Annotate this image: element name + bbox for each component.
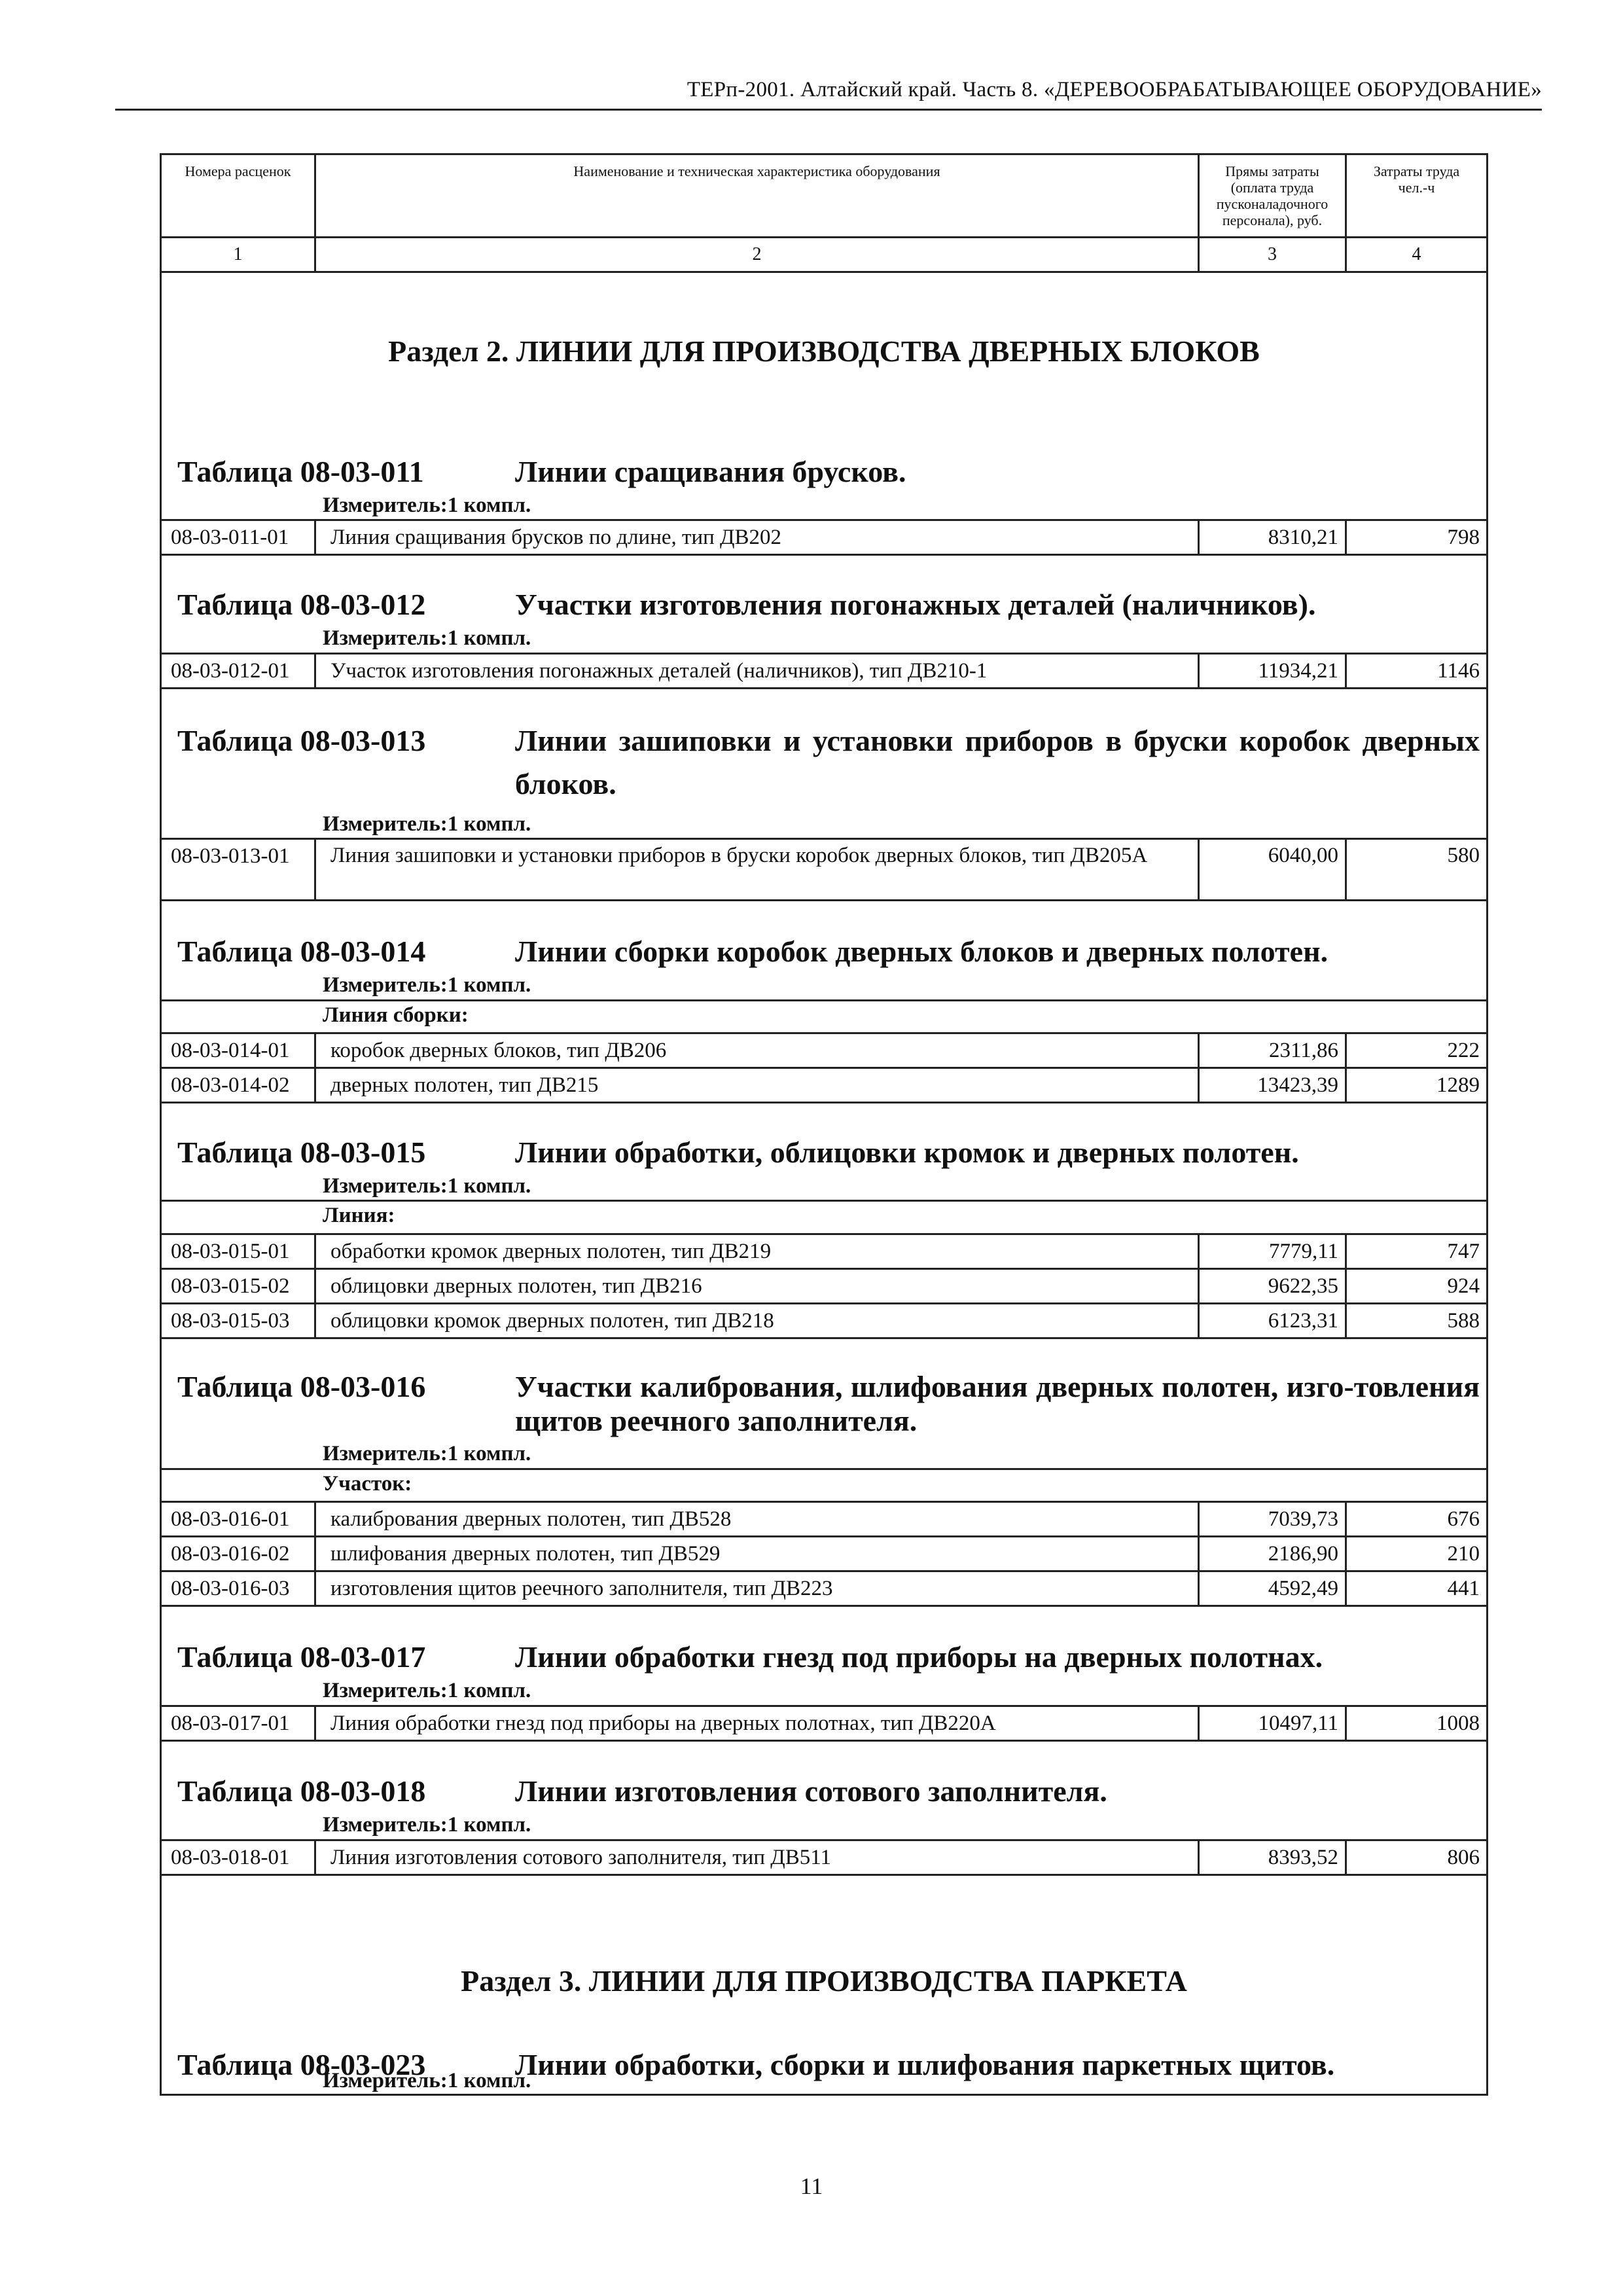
unit-of-measure: Измеритель:1 компл.: [323, 626, 531, 650]
unit-of-measure: Измеритель:1 компл.: [323, 2069, 531, 2092]
table-row: [162, 1268, 1486, 1302]
column-number: 3: [1200, 238, 1347, 271]
column-header-direct-costs: Прямы затраты (оплата труда пусконаладочного персонала), руб.: [1200, 155, 1347, 236]
table-number: Таблица 08-03-018: [177, 1774, 426, 1808]
table-title: [177, 452, 1480, 492]
unit-of-measure: Измеритель:1 компл.: [323, 1813, 531, 1837]
rates-table: [160, 153, 1488, 2096]
table-row: [162, 519, 1486, 554]
table-row: [162, 1705, 1486, 1740]
direct-costs: 6123,31: [1200, 1304, 1347, 1337]
equipment-name: шлифования дверных полотен, тип ДВ529: [316, 1537, 1200, 1570]
table-number: Таблица 08-03-012: [177, 588, 426, 621]
table-title: [177, 1133, 1480, 1172]
divider: [162, 1874, 1486, 1876]
group-label: Линия:: [323, 1204, 395, 1227]
direct-costs: 2311,86: [1200, 1034, 1347, 1067]
equipment-name: дверных полотен, тип ДВ215: [316, 1069, 1200, 1102]
table-row: [162, 653, 1486, 687]
divider: [162, 1740, 1486, 1742]
equipment-name: калибрования дверных полотен, тип ДВ528: [316, 1503, 1200, 1535]
table-title: [177, 719, 1480, 806]
equipment-name: облицовки кромок дверных полотен, тип ДВ218: [316, 1304, 1200, 1337]
direct-costs: 4592,49: [1200, 1572, 1347, 1605]
divider: [162, 899, 1486, 901]
running-header: ТЕРп-2001. Алтайский край. Часть 8. «ДЕРЕВООБРАБАТЫВАЮЩЕЕ ОБОРУДОВАНИЕ»: [115, 73, 1542, 111]
table-row: [162, 838, 1486, 899]
table-number: Таблица 08-03-015: [177, 1136, 426, 1169]
table-number: Таблица 08-03-023: [177, 2048, 426, 2081]
equipment-name: облицовки дверных полотен, тип ДВ216: [316, 1270, 1200, 1302]
table-caption: Участки калибрования, шлифования дверных полотен, изго-товления щитов реечного заполнителя.: [515, 1370, 1480, 1437]
group-label: Линия сборки:: [323, 1003, 469, 1027]
divider: [162, 271, 1486, 273]
section-title: Раздел 2. ЛИНИИ ДЛЯ ПРОИЗВОДСТВА ДВЕРНЫХ БЛОКОВ: [388, 334, 1260, 368]
table-row: [162, 1067, 1486, 1102]
table-title: [177, 1638, 1480, 1677]
rate-code: 08-03-015-02: [162, 1270, 316, 1302]
labor-hours: 806: [1447, 1846, 1480, 1869]
rate-code: 08-03-017-01: [162, 1707, 316, 1740]
section-title: Раздел 3. ЛИНИИ ДЛЯ ПРОИЗВОДСТВА ПАРКЕТА: [461, 1964, 1187, 1998]
rate-code: 08-03-013-01: [162, 840, 316, 899]
direct-costs: 7779,11: [1200, 1235, 1347, 1268]
table-title: [177, 1370, 1480, 1438]
rate-code: 08-03-012-01: [162, 655, 316, 687]
direct-costs: 13423,39: [1200, 1069, 1347, 1102]
unit-of-measure: Измеритель:1 компл.: [323, 493, 531, 517]
rate-code: 08-03-016-03: [162, 1572, 316, 1605]
table-caption: Линии изготовления сотового заполнителя.: [515, 1774, 1107, 1808]
rate-code: 08-03-018-01: [162, 1841, 316, 1874]
rate-code: 08-03-016-02: [162, 1537, 316, 1570]
table-title: [177, 585, 1480, 624]
unit-of-measure: Измеритель:1 компл.: [323, 973, 531, 997]
direct-costs: 8310,21: [1200, 521, 1347, 554]
labor-hours: 676: [1447, 1507, 1480, 1531]
equipment-name: обработки кромок дверных полотен, тип ДВ219: [316, 1235, 1200, 1268]
equipment-name: изготовления щитов реечного заполнителя, тип ДВ223: [316, 1572, 1200, 1605]
rate-code: 08-03-011-01: [162, 521, 316, 554]
table-caption: Линии сращивания брусков.: [515, 455, 906, 488]
column-header-row: [162, 155, 1486, 236]
table-number: Таблица 08-03-014: [177, 935, 426, 968]
table-number: Таблица 08-03-011: [177, 455, 424, 488]
rate-code: 08-03-014-01: [162, 1034, 316, 1067]
labor-hours: 798: [1447, 526, 1480, 549]
table-row: [162, 1032, 1486, 1067]
equipment-name: Участок изготовления погонажных деталей (наличников), тип ДВ210-1: [316, 655, 1200, 687]
divider: [162, 1605, 1486, 1607]
table-row: [162, 1302, 1486, 1337]
divider: [162, 1102, 1486, 1103]
rate-code: 08-03-014-02: [162, 1069, 316, 1102]
table-title: [177, 1772, 1480, 1811]
equipment-name: Линия изготовления сотового заполнителя, тип ДВ511: [316, 1841, 1200, 1874]
labor-hours: 924: [1447, 1274, 1480, 1298]
labor-hours: 441: [1447, 1577, 1480, 1600]
equipment-name: Линия обработки гнезд под приборы на дверных полотнах, тип ДВ220А: [316, 1707, 1200, 1740]
equipment-name: Линия зашиповки и установки приборов в бруски коробок дверных блоков, тип ДВ205А: [316, 840, 1200, 899]
labor-hours: 222: [1447, 1039, 1480, 1062]
equipment-name: Линия сращивания брусков по длине, тип ДВ202: [316, 521, 1200, 554]
table-caption: Линии обработки, облицовки кромок и дверных полотен.: [515, 1136, 1299, 1169]
table-caption: Линии обработки, сборки и шлифования паркетных щитов.: [515, 2048, 1335, 2081]
labor-hours: 747: [1447, 1240, 1480, 1263]
rate-code: 08-03-015-01: [162, 1235, 316, 1268]
table-row: [162, 1839, 1486, 1874]
direct-costs: 2186,90: [1200, 1537, 1347, 1570]
column-header-labor: Затраты труда чел.-ч: [1373, 163, 1460, 196]
labor-hours: 210: [1447, 1542, 1480, 1566]
divider: [162, 687, 1486, 689]
equipment-name: коробок дверных блоков, тип ДВ206: [316, 1034, 1200, 1067]
unit-of-measure: Измеритель:1 компл.: [323, 812, 531, 836]
column-header-name: Наименование и техническая характеристика оборудования: [316, 155, 1200, 236]
table-title: [177, 932, 1480, 971]
table-row: [162, 1233, 1486, 1268]
rate-code: 08-03-016-01: [162, 1503, 316, 1535]
column-number-row: [162, 236, 1486, 271]
table-caption: Линии обработки гнезд под приборы на дверных полотнах.: [515, 1640, 1323, 1674]
direct-costs: 7039,73: [1200, 1503, 1347, 1535]
table-caption: Линии сборки коробок дверных блоков и дверных полотен.: [515, 935, 1329, 968]
divider: [162, 554, 1486, 556]
column-number: 2: [316, 238, 1200, 271]
unit-of-measure: Измеритель:1 компл.: [323, 1679, 531, 1702]
rate-code: 08-03-015-03: [162, 1304, 316, 1337]
labor-hours: 1008: [1436, 1712, 1480, 1735]
page-number: 11: [800, 2173, 823, 2199]
labor-hours: 588: [1447, 1309, 1480, 1333]
divider: [162, 1337, 1486, 1339]
direct-costs: 6040,00: [1200, 840, 1347, 899]
column-number: 1: [162, 238, 316, 271]
direct-costs: 10497,11: [1200, 1707, 1347, 1740]
unit-of-measure: Измеритель:1 компл.: [323, 1174, 531, 1198]
labor-hours: 580: [1447, 844, 1480, 867]
direct-costs: 9622,35: [1200, 1270, 1347, 1302]
unit-of-measure: Измеритель:1 компл.: [323, 1442, 531, 1465]
direct-costs: 8393,52: [1200, 1841, 1347, 1874]
direct-costs: 11934,21: [1200, 655, 1347, 687]
table-number: Таблица 08-03-013: [177, 724, 426, 757]
labor-hours: 1146: [1437, 659, 1480, 683]
table-row: [162, 1535, 1486, 1570]
table-row: [162, 1570, 1486, 1605]
labor-hours: 1289: [1436, 1073, 1480, 1097]
table-number: Таблица 08-03-017: [177, 1640, 426, 1674]
column-number: 4: [1412, 244, 1421, 264]
column-header-codes: Номера расценок: [162, 155, 316, 236]
table-number: Таблица 08-03-016: [177, 1370, 426, 1403]
group-label: Участок:: [323, 1472, 412, 1496]
table-row: [162, 1501, 1486, 1535]
table-caption: Линии зашиповки и установки приборов в бруски коробок дверных блоков.: [515, 724, 1480, 800]
table-caption: Участки изготовления погонажных деталей (наличников).: [515, 588, 1316, 621]
